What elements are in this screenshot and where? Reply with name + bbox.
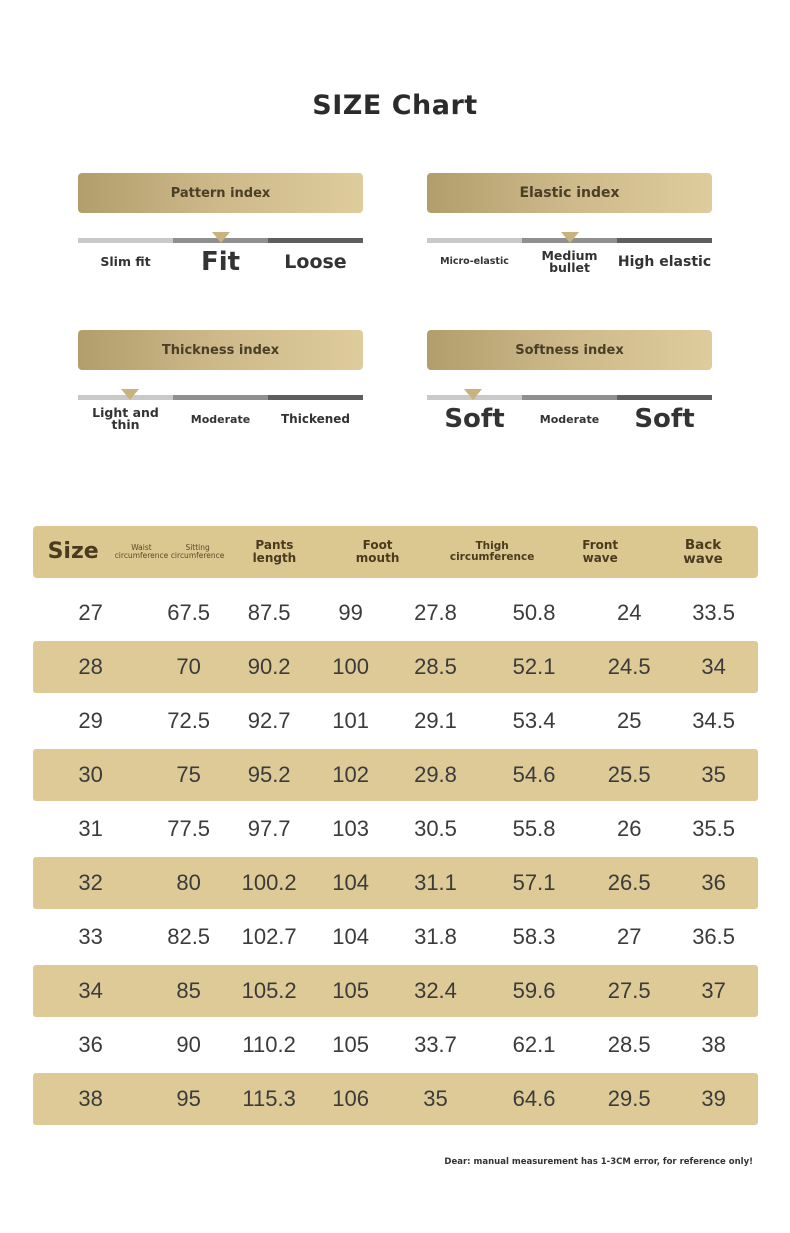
table-cell: 28.5 [414,654,457,679]
thickness-label-thickened: Thickened [280,412,351,426]
table-cell: 87.5 [247,600,291,625]
table-cell: 24 [616,600,642,625]
pattern-label-slim-fit: Slim fit [100,253,151,269]
table-cell: 37 [701,978,726,1003]
table-cell: 32 [78,870,103,895]
table-cell: 105 [332,1032,369,1057]
table-cell: 75 [176,762,201,787]
table-cell: 32.4 [414,978,457,1003]
softness-label-moderate: Moderate [539,412,600,426]
thickness-label-moderate: Moderate [190,412,251,426]
table-cell: 31.8 [414,924,457,949]
elastic-label-micro-elastic: Micro-elastic [440,256,509,268]
table-cell: 34.5 [692,708,736,733]
header-waist-circumference: Waist circumference [114,543,169,560]
table-cell: 29 [78,708,103,733]
table-cell: 58.3 [512,924,556,949]
table-cell: 59.6 [512,978,556,1003]
header-size: Size [47,539,99,565]
table-cell: 97.7 [247,816,291,841]
table-cell: 34 [78,978,103,1003]
softness-index-header: Softness index [427,330,712,370]
table-cell: 77.5 [167,816,211,841]
table-row [33,965,758,1017]
table-cell: 64.6 [512,1086,556,1111]
table-cell: 24.5 [607,654,651,679]
table-row [33,910,758,964]
table-cell: 115.3 [242,1086,296,1111]
table-row [33,586,758,640]
table-cell: 31 [78,816,103,841]
table-cell: 27.8 [414,600,457,625]
elastic-label-medium-bullet: Medium bullet [541,247,598,275]
table-cell: 38 [78,1086,103,1111]
table-row [33,641,758,693]
table-cell: 95.2 [247,762,291,787]
measurement-note: Dear: manual measurement has 1-3CM error, for reference only! [444,1157,753,1167]
table-cell: 104 [332,870,369,895]
table-cell: 103 [332,816,369,841]
header-front-wave: Front wave [582,538,619,565]
pattern-index-header: Pattern index [78,173,363,213]
table-row [33,1018,758,1072]
table-cell: 54.6 [512,762,556,787]
table-row [33,802,758,856]
table-cell: 82.5 [167,924,211,949]
table-cell: 34 [701,654,726,679]
header-thigh-circumference: Thigh circumference [449,539,535,563]
table-cell: 33.5 [692,600,736,625]
pattern-label-loose: Loose [284,250,347,273]
table-cell: 72.5 [167,708,211,733]
table-cell: 102 [332,762,369,787]
table-cell: 36 [78,1032,103,1057]
table-cell: 36 [701,870,726,895]
table-cell: 100 [332,654,369,679]
table-cell: 50.8 [512,600,556,625]
header-back-wave: Back wave [683,536,723,567]
table-cell: 70 [176,654,201,679]
table-cell: 95 [176,1086,201,1111]
table-cell: 105.2 [241,978,297,1003]
elastic-index-marker-icon [561,232,579,243]
header-pants-length: Pants length [252,538,297,565]
table-cell: 30.5 [414,816,457,841]
table-cell: 90.2 [247,654,291,679]
thickness-label-light-and-thin: Light and thin [92,404,159,432]
table-cell: 27 [78,600,103,625]
table-cell: 85 [176,978,201,1003]
table-cell: 35 [701,762,726,787]
table-cell: 106 [332,1086,369,1111]
elastic-index [427,173,712,275]
softness-index-marker-icon [464,389,482,400]
table-cell: 33.7 [414,1032,457,1057]
table-row [33,694,758,748]
table-cell: 92.7 [247,708,291,733]
table-cell: 90 [176,1032,201,1057]
table-cell: 29.5 [607,1086,651,1111]
table-cell: 53.4 [512,708,556,733]
table-cell: 52.1 [512,654,556,679]
table-cell: 102.7 [241,924,297,949]
size-table [33,526,758,1126]
table-cell: 110.2 [242,1032,296,1057]
table-cell: 28.5 [607,1032,651,1057]
softness-index [427,330,712,434]
table-cell: 26.5 [607,870,651,895]
table-cell: 25 [616,708,642,733]
table-cell: 39 [701,1086,726,1111]
pattern-index-marker-icon [212,232,230,243]
table-cell: 104 [332,924,369,949]
table-cell: 35 [423,1086,448,1111]
table-cell: 33 [78,924,103,949]
table-cell: 67.5 [167,600,211,625]
table-cell: 99 [338,600,363,625]
table-cell: 29.8 [414,762,457,787]
table-cell: 29.1 [414,708,457,733]
thickness-index [78,330,363,432]
table-cell: 100.2 [241,870,297,895]
table-cell: 57.1 [512,870,556,895]
page-title: SIZE Chart [312,90,478,121]
table-cell: 30 [78,762,103,787]
table-row [33,749,758,801]
table-row [33,1073,758,1125]
thickness-index-header: Thickness index [78,330,363,370]
table-cell: 80 [176,870,201,895]
table-cell: 31.1 [414,870,457,895]
header-sitting-circumference: Sitting circumference [170,543,225,560]
table-cell: 105 [332,978,369,1003]
table-row [33,857,758,909]
table-header [33,526,758,578]
table-cell: 28 [78,654,103,679]
table-cell: 38 [701,1032,726,1057]
header-foot-mouth: Foot mouth [355,538,400,565]
table-cell: 62.1 [512,1032,556,1057]
pattern-index [78,173,363,277]
pattern-label-fit: Fit [200,247,241,277]
elastic-index-header: Elastic index [427,173,712,213]
table-cell: 25.5 [607,762,651,787]
table-cell: 101 [332,708,369,733]
table-cell: 35.5 [692,816,736,841]
table-body [33,586,758,1125]
table-cell: 26 [616,816,642,841]
softness-label-soft-left: Soft [444,404,505,434]
table-cell: 36.5 [692,924,736,949]
table-cell: 27.5 [607,978,651,1003]
thickness-index-marker-icon [121,389,139,400]
table-cell: 55.8 [512,816,556,841]
softness-label-soft-right: Soft [634,404,695,434]
table-cell: 27 [616,924,642,949]
elastic-label-high-elastic: High elastic [617,254,712,270]
